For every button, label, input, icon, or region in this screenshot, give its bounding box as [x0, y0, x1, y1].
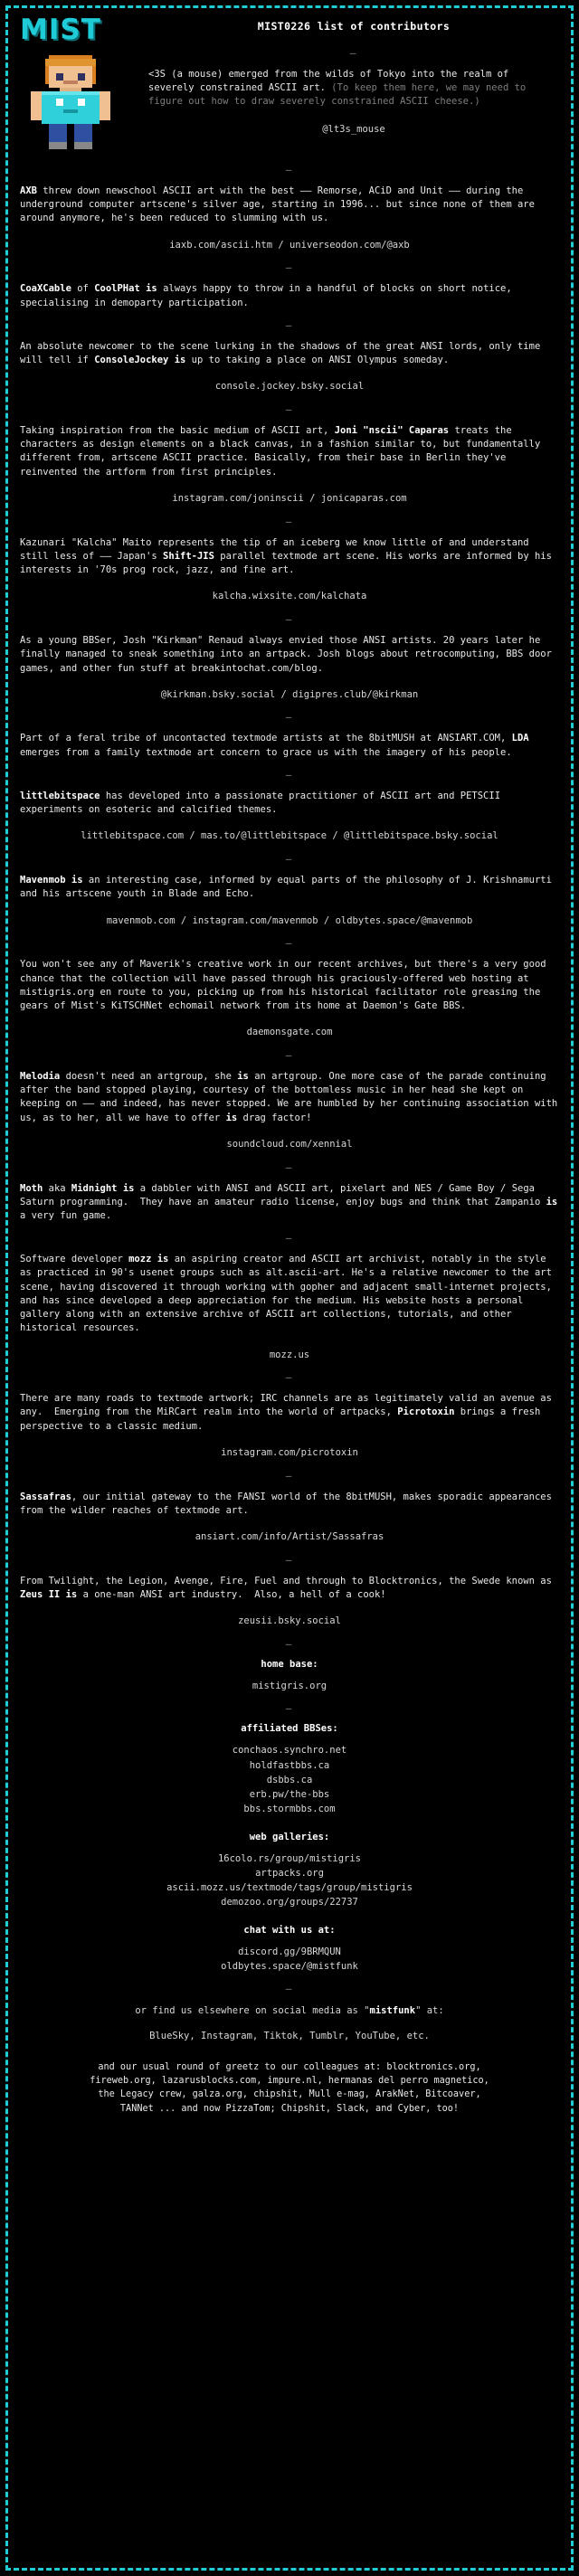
- contributor-entry: [20, 958, 559, 1061]
- separator: —: [285, 1983, 294, 1995]
- bbs-link[interactable]: holdfastbbs.ca: [249, 1759, 330, 1771]
- contributor-entry: [20, 874, 559, 949]
- home-base-link[interactable]: mistigris.org: [252, 1681, 327, 1692]
- intro-text-a: <3S (a mouse) emerged from the wilds of Tokyo into the realm of severely constrained ASCII art.: [148, 69, 509, 94]
- contributor-list: [20, 185, 564, 1651]
- contributor-links[interactable]: console.jockey.bsky.social: [214, 381, 365, 393]
- pixel-character-icon: [20, 48, 121, 149]
- contributor-bio: Part of a feral tribe of uncontacted textmode artists at the 8bitMUSH at ANSIART.COM, LDA emerges from a family textmode art concern to grace us with the imagery of his people.: [20, 733, 535, 758]
- separator: —: [285, 1048, 294, 1061]
- contributor-links[interactable]: @kirkman.bsky.social / digipres.club/@kirkman: [160, 688, 419, 700]
- chat-section: [20, 1925, 559, 1975]
- separator: —: [285, 1469, 294, 1482]
- contributor-bio: There are many roads to textmode artwork; IRC channels are as legitimately valid an avenue as any. Emerging from the MiRCart realm into the world of artpacks, Picrotoxin brings a fresh perspective to a classic medium.: [20, 1393, 558, 1432]
- contributor-bio: As a young BBSer, Josh "Kirkman" Renaud always envied those ANSI artists. 20 years later he finally managed to sneak something into an artpack. Josh blogs about retrocomputing, BBS door games, and other fun stuff at breakintochat.com/blog.: [20, 635, 558, 674]
- contributor-bio: Moth aka Midnight is a dabbler with ANSI and ASCII art, pixelart and NES / Game Boy / Sega Saturn programming. They have an amateur radio license, enjoy bugs and think that Zampanio is a very fun game.: [20, 1182, 564, 1221]
- gallery-link[interactable]: ascii.mozz.us/textmode/tags/group/mistigris: [166, 1882, 413, 1894]
- contributor-bio: Sassafras, our initial gateway to the FANSI world of the 8bitMUSH, makes sporadic appearances from the wilder reaches of textmode art.: [20, 1491, 558, 1516]
- contributor-entry: [20, 1392, 559, 1481]
- contributor-entry: [20, 790, 559, 865]
- contributor-bio: littlebitspace has developed into a passionate practitioner of ASCII art and PETSCII experiments on esoteric and calcified themes.: [20, 790, 507, 816]
- bbs-link[interactable]: bbs.stormbbs.com: [243, 1804, 336, 1815]
- contributor-links[interactable]: iaxb.com/ascii.htm / universeodon.com/@axb: [169, 239, 410, 251]
- logo-block: [20, 16, 139, 149]
- chat-link[interactable]: oldbytes.space/@mistfunk: [221, 1960, 358, 1972]
- greets-line-3: the Legacy crew, galza.org, chipshit, Mull e-mag, ArakNet, Bitcoaver,: [98, 2089, 481, 2100]
- contributor-links[interactable]: mozz.us: [269, 1349, 310, 1360]
- separator: —: [285, 403, 294, 416]
- bbs-link[interactable]: conchaos.synchro.net: [232, 1745, 347, 1757]
- contributor-entry: [20, 634, 559, 723]
- contributor-links[interactable]: daemonsgate.com: [246, 1027, 333, 1038]
- social-handle: mistfunk: [369, 2005, 416, 2017]
- contributor-bio: Melodia doesn't need an artgroup, she is an artgroup. One more case of the parade continuing after the band stopped playing, courtesy of the bottomless music in her head she kept on keeping on —— and indeed, has never stopped. We are humbled by her continuing association with us, as to her, all we have to offer is drag factor!: [20, 1070, 564, 1123]
- contributor-entry: [20, 1182, 564, 1245]
- mist-logo: MIST: [20, 14, 101, 46]
- contributor-entry: [20, 536, 559, 625]
- separator: —: [285, 613, 294, 626]
- bbs-link[interactable]: erb.pw/the-bbs: [249, 1789, 330, 1801]
- contributor-links[interactable]: instagram.com/joninscii / jonicaparas.com: [172, 492, 407, 504]
- contributor-bio: Mavenmob is an interesting case, informed by equal parts of the philosophy of J. Krishnamurti and his artscene youth in Blade and Echo.: [20, 875, 558, 900]
- contributor-links[interactable]: littlebitspace.com / mas.to/@littlebitspace / @littlebitspace.bsky.social: [81, 830, 498, 842]
- handle-link[interactable]: @lt3s_mouse: [322, 123, 385, 135]
- contributor-links[interactable]: instagram.com/picrotoxin: [221, 1446, 358, 1458]
- contributor-entry: [20, 424, 559, 527]
- greets-block: [20, 2060, 559, 2116]
- separator: —: [285, 261, 294, 274]
- document-header: [20, 13, 559, 155]
- social-platforms: BlueSky, Instagram, Tiktok, Tumblr, YouTube, etc.: [149, 2031, 430, 2042]
- avatar: [20, 48, 121, 149]
- gallery-link[interactable]: 16colo.rs/group/mistigris: [217, 1852, 362, 1864]
- contributor-entry: [20, 1253, 559, 1383]
- separator: —: [285, 1553, 294, 1566]
- greets-line-1: and our usual round of greetz to our colleagues at: blocktronics.org,: [98, 2061, 481, 2072]
- separator: —: [285, 1160, 294, 1173]
- separator: —: [285, 937, 294, 950]
- bbs-link[interactable]: dsbbs.ca: [266, 1774, 313, 1785]
- contributor-bio: AXB threw down newschool ASCII art with the best —— Remorse, ACiD and Unit —— during the underground computer artscene's silver age, starting in 1996... but since none of them are around anymore, he's been reduced to slumming with us.: [20, 185, 541, 224]
- greets-line-4: TANNet ... and now PizzaTom; Chipshit, Slack, and Cyber, too!: [119, 2103, 460, 2114]
- contributor-entry: [20, 282, 559, 330]
- contributor-entry: [20, 340, 559, 415]
- home-base-title: home base:: [261, 1659, 318, 1671]
- page-title: MIST0226 list of contributors: [257, 20, 451, 33]
- header-text: [148, 16, 559, 135]
- contributor-bio: From Twilight, the Legion, Avenge, Fire, Fuel and through to Blocktronics, the Swede known as Zeus II is a one-man ANSI art industry. Also, a hell of a cook!: [20, 1575, 558, 1601]
- affiliated-bbses-section: [20, 1723, 559, 1816]
- separator: —: [285, 1232, 294, 1245]
- social-lead-post: " at:: [415, 2005, 444, 2017]
- separator: —: [285, 1371, 294, 1384]
- separator: —: [349, 47, 358, 59]
- home-base-section: [20, 1659, 559, 1693]
- intro-paragraph: [148, 68, 559, 109]
- contributor-bio: CoaXCable of CoolPHat is always happy to throw in a handful of blocks on short notice, specialising in demoparty participation.: [20, 283, 518, 308]
- separator: —: [285, 711, 294, 724]
- separator: —: [285, 318, 294, 331]
- gallery-link[interactable]: demozoo.org/groups/22737: [221, 1897, 358, 1908]
- social-lead-pre: or find us elsewhere on social media as ": [135, 2005, 370, 2017]
- gallery-link[interactable]: artpacks.org: [255, 1867, 324, 1879]
- separator: —: [285, 768, 294, 781]
- separator: —: [285, 164, 294, 175]
- contributor-bio: An absolute newcomer to the scene lurking in the shadows of the great ANSI lords, only time will tell if ConsoleJockey is up to taking a place on ANSI Olympus someday.: [20, 340, 546, 366]
- contributor-entry: [20, 1491, 559, 1566]
- contributor-bio: Software developer mozz is an aspiring creator and ASCII art archivist, notably in the style as practiced in 90's usenet groups such as alt.ascii-art. He's a relative newcomer to the art scene, having discovered it through working with gopher and adjacent small-internet projects, and has since developed a deep appreciation for the medium. His website hosts a personal gallery along with an extensive archive of ASCII art collections, tutorials, and other historical resources.: [20, 1254, 558, 1334]
- web-galleries-section: [20, 1832, 559, 1910]
- contributor-bio: Taking inspiration from the basic medium of ASCII art, Joni "nscii" Caparas treats the characters as design elements on a black canvas, in a fashion similar to, but fundamentally different from, artscene ASCII practice. Basically, from their base in Berlin they've reinvented the artform from first principles.: [20, 425, 546, 478]
- separator: —: [285, 1638, 294, 1651]
- contributor-entry: [20, 185, 559, 273]
- greets-line-2: fireweb.org, lazarusblocks.com, impure.nl, hermanas del perro magnetico,: [90, 2076, 489, 2087]
- chat-title: chat with us at:: [243, 1924, 336, 1936]
- contributor-links[interactable]: kalcha.wixsite.com/kalchata: [212, 591, 367, 602]
- social-section: [20, 2003, 559, 2044]
- social-lead: [20, 2003, 559, 2018]
- contributor-links[interactable]: zeusii.bsky.social: [238, 1615, 341, 1627]
- separator: —: [285, 853, 294, 866]
- separator: —: [285, 515, 294, 527]
- contributor-entry: [20, 1575, 559, 1650]
- intro-text-b: (To keep them here, we may need to figure out how to draw severely constrained ASCII cheese.): [148, 82, 527, 108]
- contributor-links[interactable]: ansiart.com/info/Artist/Sassafras: [195, 1531, 384, 1543]
- contributor-bio: You won't see any of Maverik's creative work in our recent archives, but there's a very good chance that the collection will have passed through his graciously-offered web hosting at mistigris.org en route to you, picking up from his historical facilitator role greasing the gears of Mist's KiTSCHNet echomail network from its home at Daemon's Gate BBS.: [20, 959, 552, 1011]
- separator: —: [285, 1702, 294, 1715]
- contributor-bio: Kazunari "Kalcha" Maito represents the tip of an iceberg we know little of and understand still less of —— Japan's Shift-JIS parallel textmode art scene. His works are informed by his interests in '70s prog rock, jazz, and fine art.: [20, 536, 558, 576]
- web-galleries-title: web galleries:: [249, 1831, 330, 1842]
- contributor-entry: [20, 732, 559, 780]
- contributor-links[interactable]: mavenmob.com / instagram.com/mavenmob / oldbytes.space/@mavenmob: [106, 914, 473, 926]
- contributor-entry: [20, 1070, 564, 1173]
- affiliated-bbses-title: affiliated BBSes:: [241, 1723, 338, 1735]
- chat-link[interactable]: discord.gg/9BRMQUN: [238, 1946, 341, 1957]
- contributor-links[interactable]: soundcloud.com/xennial: [226, 1138, 353, 1150]
